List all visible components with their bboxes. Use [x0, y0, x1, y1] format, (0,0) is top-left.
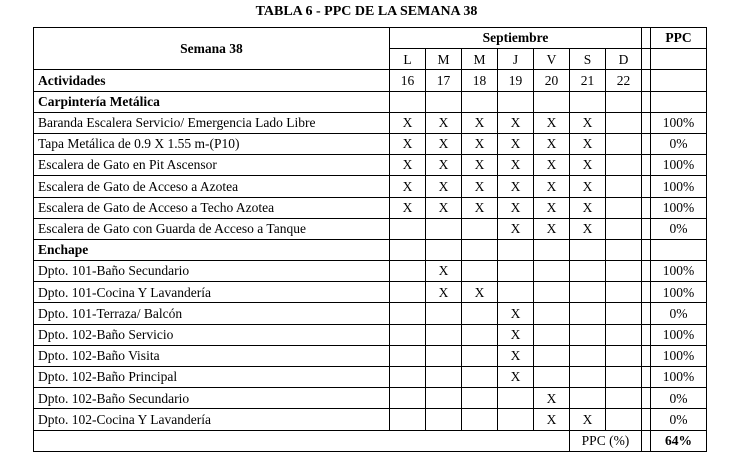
ppc-value: 100% [651, 261, 707, 282]
section-name: Enchape [34, 239, 390, 260]
activity-name: Escalera de Gato de Acceso a Techo Azotea [34, 197, 390, 218]
day-mark: X [570, 409, 606, 430]
day-mark: X [534, 133, 570, 154]
day-mark: X [390, 176, 426, 197]
spacer-cell [642, 133, 651, 154]
day-mark [426, 324, 462, 345]
day-mark [462, 218, 498, 239]
day-mark: X [462, 282, 498, 303]
activity-name: Dpto. 102-Baño Servicio [34, 324, 390, 345]
day-mark [606, 367, 642, 388]
day-mark: X [570, 155, 606, 176]
table-row [34, 282, 707, 303]
spacer-cell [642, 388, 651, 409]
ppc-header-blank [651, 70, 707, 91]
day-mark [570, 303, 606, 324]
day-mark [570, 324, 606, 345]
day-mark [606, 218, 642, 239]
spacer-cell [642, 91, 651, 112]
day-mark: X [426, 176, 462, 197]
day-cell [426, 91, 462, 112]
spacer-cell [642, 176, 651, 197]
day-mark [534, 367, 570, 388]
day-mark [462, 303, 498, 324]
day-mark: X [426, 261, 462, 282]
day-mark: X [570, 112, 606, 133]
day-mark [570, 388, 606, 409]
table-title: TABLA 6 - PPC DE LA SEMANA 38 [255, 4, 478, 19]
day-mark [498, 261, 534, 282]
day-header: J [498, 49, 534, 70]
ppc-cell [651, 91, 707, 112]
day-cell [534, 91, 570, 112]
table-row [34, 112, 707, 133]
day-mark [498, 388, 534, 409]
day-mark [606, 155, 642, 176]
day-cell [570, 239, 606, 260]
day-mark: X [498, 112, 534, 133]
day-mark: X [390, 197, 426, 218]
spacer-cell [642, 155, 651, 176]
day-header: L [390, 49, 426, 70]
ppc-value: 0% [651, 409, 707, 430]
day-mark: X [462, 197, 498, 218]
ppc-value: 100% [651, 324, 707, 345]
day-mark: X [498, 197, 534, 218]
day-mark: X [534, 409, 570, 430]
activity-name: Baranda Escalera Servicio/ Emergencia Lado Libre [34, 112, 390, 133]
day-mark: X [534, 112, 570, 133]
day-mark: X [498, 133, 534, 154]
day-mark [606, 112, 642, 133]
day-mark: X [426, 112, 462, 133]
table-row [34, 409, 707, 430]
ppc-value: 0% [651, 218, 707, 239]
activity-name: Escalera de Gato en Pit Ascensor [34, 155, 390, 176]
day-cell [462, 239, 498, 260]
activity-name: Dpto. 102-Baño Principal [34, 367, 390, 388]
total-row [34, 430, 707, 451]
day-mark [426, 388, 462, 409]
header-row-dates [34, 70, 707, 91]
header-row-month [34, 28, 707, 49]
date-header: 21 [570, 70, 606, 91]
day-mark: X [498, 155, 534, 176]
day-mark [606, 133, 642, 154]
day-mark: X [426, 133, 462, 154]
actividades-header: Actividades [34, 70, 390, 91]
table-row [34, 133, 707, 154]
day-mark: X [426, 197, 462, 218]
table-row [34, 303, 707, 324]
day-mark: X [498, 218, 534, 239]
day-mark [426, 303, 462, 324]
spacer-cell [642, 239, 651, 260]
day-mark: X [462, 133, 498, 154]
day-mark [390, 367, 426, 388]
day-mark: X [390, 133, 426, 154]
day-mark [606, 197, 642, 218]
day-mark: X [426, 155, 462, 176]
day-mark [426, 218, 462, 239]
spacer-cell [642, 197, 651, 218]
day-mark: X [534, 218, 570, 239]
total-label: PPC (%) [570, 430, 642, 451]
day-mark: X [462, 155, 498, 176]
day-mark: X [534, 197, 570, 218]
day-mark [462, 367, 498, 388]
day-header: M [426, 49, 462, 70]
day-mark: X [390, 112, 426, 133]
spacer-cell [642, 367, 651, 388]
spacer-cell [642, 303, 651, 324]
date-header: 19 [498, 70, 534, 91]
day-mark: X [498, 345, 534, 366]
blank-cell [34, 430, 570, 451]
section-row [34, 91, 707, 112]
ppc-value: 100% [651, 112, 707, 133]
day-mark: X [498, 367, 534, 388]
day-mark [426, 345, 462, 366]
day-mark [606, 409, 642, 430]
table-row [34, 367, 707, 388]
table-row [34, 155, 707, 176]
day-header: D [606, 49, 642, 70]
ppc-cell [651, 239, 707, 260]
table-row [34, 261, 707, 282]
ppc-value: 100% [651, 282, 707, 303]
date-header: 22 [606, 70, 642, 91]
day-mark [390, 282, 426, 303]
day-mark [534, 261, 570, 282]
month-header: Septiembre [390, 28, 642, 49]
day-mark: X [570, 218, 606, 239]
table-row [34, 176, 707, 197]
spacer-cell [642, 28, 651, 49]
day-mark [606, 303, 642, 324]
day-cell [498, 239, 534, 260]
day-mark [606, 324, 642, 345]
ppc-value: 0% [651, 133, 707, 154]
ppc-value: 100% [651, 197, 707, 218]
table-row [34, 218, 707, 239]
day-mark [462, 324, 498, 345]
activity-name: Dpto. 102-Baño Visita [34, 345, 390, 366]
day-mark [534, 303, 570, 324]
day-cell [426, 239, 462, 260]
day-mark [570, 261, 606, 282]
day-cell [606, 239, 642, 260]
activity-name: Escalera de Gato con Guarda de Acceso a Tanque [34, 218, 390, 239]
day-cell [462, 91, 498, 112]
spacer-cell [642, 49, 651, 70]
total-ppc-value: 64% [651, 430, 707, 451]
day-mark [534, 345, 570, 366]
spacer-cell [642, 409, 651, 430]
day-cell [498, 91, 534, 112]
section-name: Carpintería Metálica [34, 91, 390, 112]
day-mark [426, 409, 462, 430]
ppc-table [33, 27, 707, 452]
spacer-cell [642, 345, 651, 366]
table-row [34, 388, 707, 409]
activity-name: Escalera de Gato de Acceso a Azotea [34, 176, 390, 197]
activity-name: Tapa Metálica de 0.9 X 1.55 m-(P10) [34, 133, 390, 154]
spacer-cell [642, 70, 651, 91]
spacer-cell [642, 324, 651, 345]
activity-name: Dpto. 102-Baño Secundario [34, 388, 390, 409]
day-mark [498, 409, 534, 430]
date-header: 17 [426, 70, 462, 91]
day-cell [390, 239, 426, 260]
ppc-value: 100% [651, 155, 707, 176]
ppc-value: 100% [651, 345, 707, 366]
day-cell [606, 91, 642, 112]
day-mark [390, 261, 426, 282]
activity-name: Dpto. 101-Cocina Y Lavandería [34, 282, 390, 303]
day-mark: X [534, 388, 570, 409]
spacer-cell [642, 261, 651, 282]
day-mark: X [462, 176, 498, 197]
spacer-cell [642, 218, 651, 239]
spacer-cell [642, 430, 651, 451]
day-cell [570, 91, 606, 112]
day-mark [390, 218, 426, 239]
ppc-header-blank [651, 49, 707, 70]
semana-header: Semana 38 [34, 28, 390, 70]
day-mark [462, 409, 498, 430]
day-header: V [534, 49, 570, 70]
day-mark [606, 345, 642, 366]
day-mark [570, 367, 606, 388]
day-mark: X [498, 176, 534, 197]
date-header: 16 [390, 70, 426, 91]
day-mark [606, 176, 642, 197]
date-header: 18 [462, 70, 498, 91]
day-mark [498, 282, 534, 303]
date-header: 20 [534, 70, 570, 91]
day-mark [606, 388, 642, 409]
section-row [34, 239, 707, 260]
day-mark: X [426, 282, 462, 303]
ppc-value: 100% [651, 367, 707, 388]
day-mark: X [534, 176, 570, 197]
table-row [34, 345, 707, 366]
day-mark [390, 303, 426, 324]
day-mark [606, 261, 642, 282]
day-mark: X [498, 303, 534, 324]
day-mark: X [390, 155, 426, 176]
table-row [34, 324, 707, 345]
day-mark: X [570, 133, 606, 154]
day-mark [390, 345, 426, 366]
day-cell [390, 91, 426, 112]
day-mark: X [534, 155, 570, 176]
ppc-value: 0% [651, 388, 707, 409]
day-mark [570, 345, 606, 366]
activity-name: Dpto. 101-Terraza/ Balcón [34, 303, 390, 324]
day-mark [426, 367, 462, 388]
day-mark: X [498, 324, 534, 345]
day-mark [534, 324, 570, 345]
day-header: M [462, 49, 498, 70]
day-mark [570, 282, 606, 303]
day-mark: X [570, 176, 606, 197]
activity-name: Dpto. 102-Cocina Y Lavandería [34, 409, 390, 430]
day-mark [462, 261, 498, 282]
day-mark [390, 324, 426, 345]
day-mark [462, 388, 498, 409]
ppc-header: PPC [651, 28, 707, 49]
spacer-cell [642, 112, 651, 133]
day-mark [534, 282, 570, 303]
activity-name: Dpto. 101-Baño Secundario [34, 261, 390, 282]
day-header: S [570, 49, 606, 70]
day-mark [606, 282, 642, 303]
day-mark: X [462, 112, 498, 133]
spacer-cell [642, 282, 651, 303]
table-row [34, 197, 707, 218]
day-mark [390, 409, 426, 430]
ppc-value: 100% [651, 176, 707, 197]
day-mark [390, 388, 426, 409]
ppc-value: 0% [651, 303, 707, 324]
day-mark: X [570, 197, 606, 218]
day-cell [534, 239, 570, 260]
day-mark [462, 345, 498, 366]
